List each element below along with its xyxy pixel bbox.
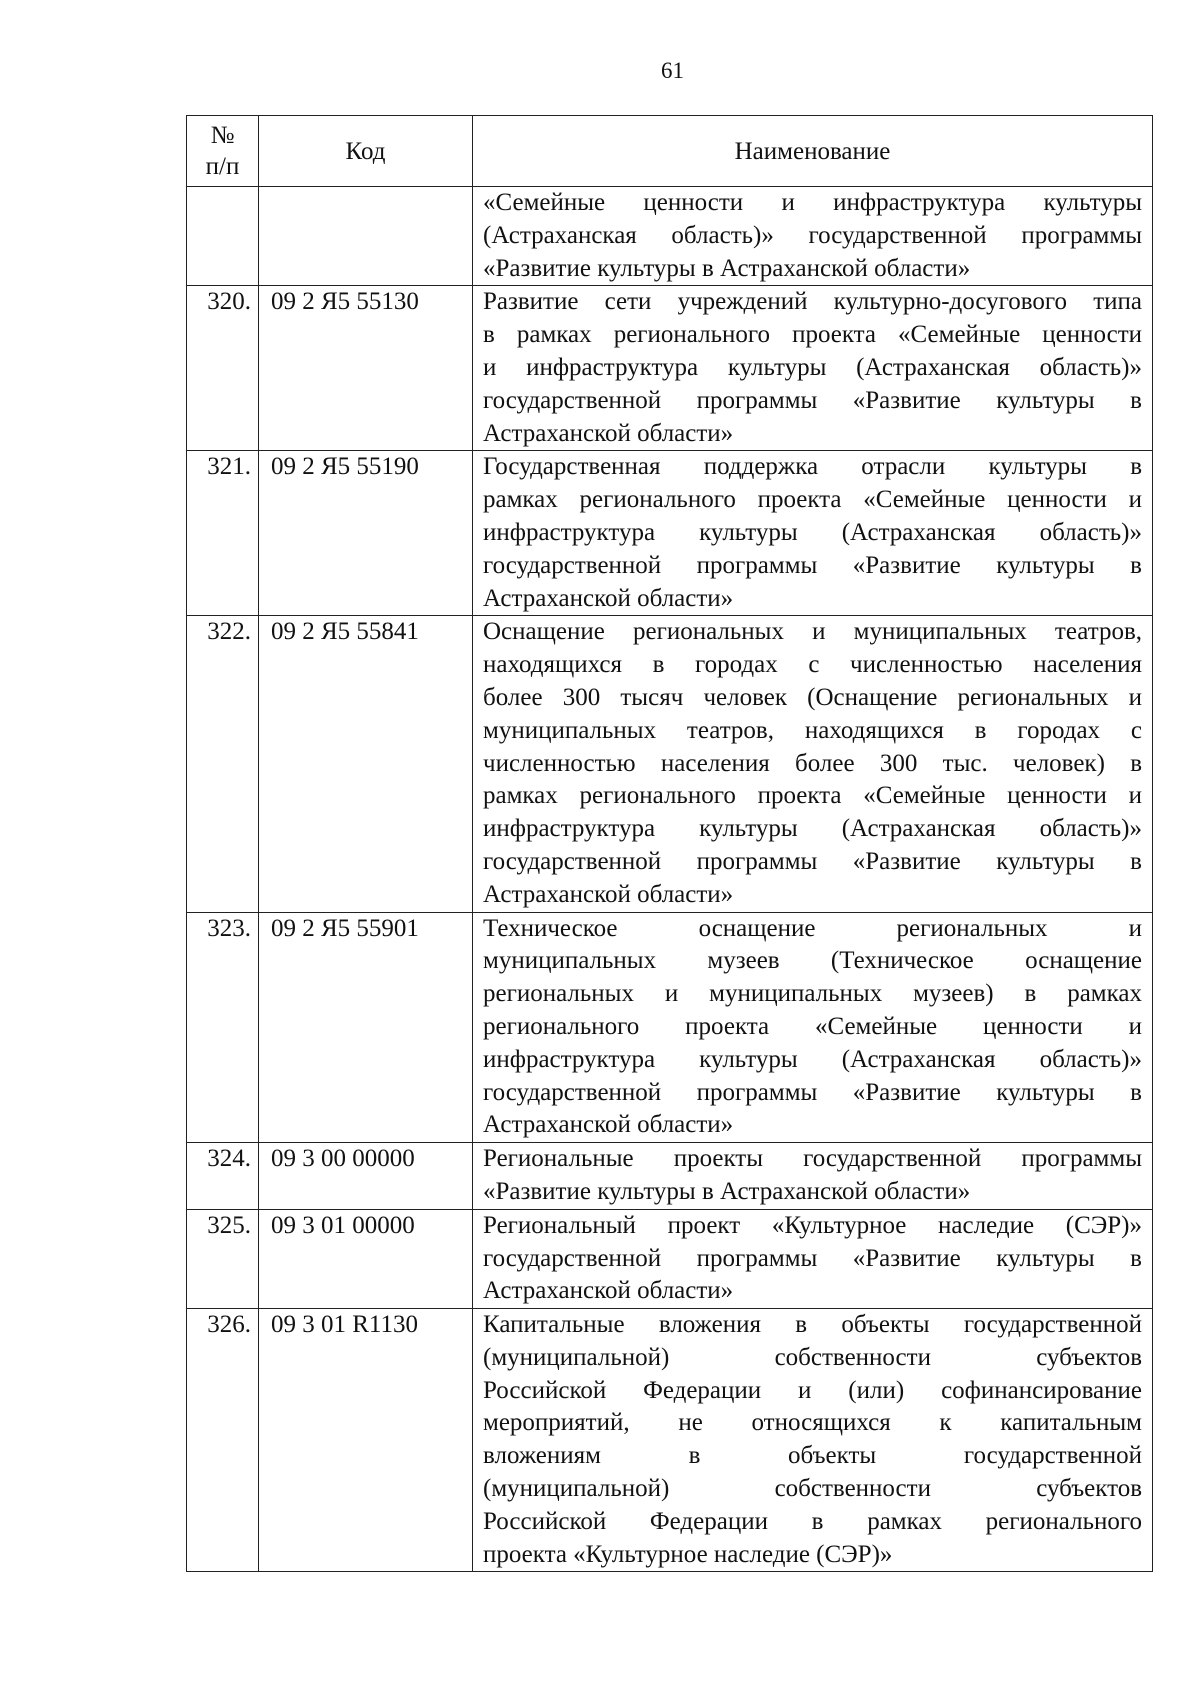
row-name-line: проекта «Культурное наследие (СЭР)» <box>483 1540 893 1568</box>
row-name <box>473 616 1153 912</box>
row-number: 320. <box>187 286 259 451</box>
row-code: 09 3 01 R1130 <box>259 1309 473 1572</box>
row-code: 09 2 Я5 55841 <box>259 616 473 912</box>
row-name-line: «Семейные ценности и инфраструктура культуры <box>483 189 1142 216</box>
table-row <box>187 286 1153 451</box>
row-name <box>473 912 1153 1143</box>
table-row <box>187 912 1153 1143</box>
table-row <box>187 1143 1153 1210</box>
row-name <box>473 1143 1153 1210</box>
row-name-line: Государственная поддержка отрасли культуры в <box>483 453 1142 481</box>
row-code: 09 2 Я5 55901 <box>259 912 473 1143</box>
table-row <box>187 1309 1153 1572</box>
row-name-line: региональных и муниципальных музеев) в рамках <box>483 980 1142 1008</box>
row-name-line: в рамках регионального проекта «Семейные ценности <box>483 321 1142 349</box>
row-name-line: регионального проекта «Семейные ценности и <box>483 1012 1142 1040</box>
row-name-line: мероприятий, не относящихся к капитальным <box>483 1409 1142 1437</box>
row-name-line: инфраструктура культуры (Астраханская область)» <box>483 815 1142 843</box>
table-row <box>187 451 1153 616</box>
row-number: 326. <box>187 1309 259 1572</box>
table-row <box>187 1209 1153 1308</box>
header-name-label: Наименование <box>734 137 891 165</box>
row-name-line: инфраструктура культуры (Астраханская область)» <box>483 518 1142 546</box>
row-number: 325. <box>187 1209 259 1308</box>
row-name-line: Астраханской области» <box>483 1277 734 1305</box>
row-name-line: Оснащение региональных и муниципальных театров, <box>483 618 1142 646</box>
row-name-line: государственной программы «Развитие культуры в <box>483 847 1142 875</box>
row-number: 322. <box>187 616 259 912</box>
table-row <box>187 616 1153 912</box>
row-name-line: Развитие сети учреждений культурно-досугового типа <box>483 288 1142 316</box>
row-name <box>473 1209 1153 1308</box>
header-num-label: № п/п <box>205 122 240 180</box>
row-name-line: рамках регионального проекта «Семейные ценности и <box>483 782 1142 810</box>
row-name <box>473 286 1153 451</box>
table-header-row <box>187 116 1153 187</box>
row-name <box>473 187 1153 286</box>
row-name-line: находящихся в городах с численностью населения <box>483 651 1142 679</box>
row-name-line: рамках регионального проекта «Семейные ценности и <box>483 486 1142 514</box>
row-name-line: государственной программы «Развитие культуры в <box>483 1244 1142 1272</box>
row-name-line: «Развитие культуры в Астраханской области» <box>483 1177 971 1205</box>
row-number: 321. <box>187 451 259 616</box>
row-name-line: (муниципальной) собственности субъектов <box>483 1475 1142 1503</box>
row-name-line: инфраструктура культуры (Астраханская область)» <box>483 1045 1142 1073</box>
header-num <box>187 116 259 187</box>
row-name-line: (Астраханская область)» государственной программы <box>483 221 1142 249</box>
row-name-line: Российской Федерации в рамках регионального <box>483 1507 1142 1535</box>
row-name <box>473 451 1153 616</box>
row-code: 09 3 00 00000 <box>259 1143 473 1210</box>
row-name-line: Российской Федерации и (или) софинансирование <box>483 1376 1142 1404</box>
row-number: 323. <box>187 912 259 1143</box>
table-body <box>187 187 1153 1572</box>
table-row <box>187 187 1153 286</box>
header-code-label: Код <box>345 137 386 165</box>
row-name-line: Региональные проекты государственной программы <box>483 1145 1142 1173</box>
row-code <box>259 187 473 286</box>
row-name-line: более 300 тысяч человек (Оснащение региональных и <box>483 683 1142 711</box>
row-code: 09 3 01 00000 <box>259 1209 473 1308</box>
row-name-line: Региональный проект «Культурное наследие (СЭР)» <box>483 1211 1142 1239</box>
row-name-line: государственной программы «Развитие культуры в <box>483 386 1142 414</box>
row-name-line: государственной программы «Развитие культуры в <box>483 551 1142 579</box>
budget-code-table <box>186 115 1153 1572</box>
row-name-line: численностью населения более 300 тыс. человек) в <box>483 749 1142 777</box>
row-name-line: (муниципальной) собственности субъектов <box>483 1343 1142 1371</box>
row-name-line: Астраханской области» <box>483 419 734 447</box>
header-name <box>473 116 1153 187</box>
row-name-line: вложениям в объекты государственной <box>483 1442 1142 1470</box>
row-code: 09 2 Я5 55130 <box>259 286 473 451</box>
row-code: 09 2 Я5 55190 <box>259 451 473 616</box>
row-name-line: и инфраструктура культуры (Астраханская область)» <box>483 353 1142 381</box>
row-name-line: Астраханской области» <box>483 1111 734 1139</box>
row-name-line: муниципальных театров, находящихся в городах с <box>483 716 1142 744</box>
row-name-line: муниципальных музеев (Техническое оснащение <box>483 947 1142 975</box>
row-name-line: Астраханской области» <box>483 584 734 612</box>
row-name-line: Капитальные вложения в объекты государственной <box>483 1311 1142 1339</box>
row-name-line: Техническое оснащение региональных и <box>483 914 1142 942</box>
row-name <box>473 1309 1153 1572</box>
row-number: 324. <box>187 1143 259 1210</box>
row-name-line: государственной программы «Развитие культуры в <box>483 1078 1142 1106</box>
row-name-line: «Развитие культуры в Астраханской области» <box>483 254 971 282</box>
row-number <box>187 187 259 286</box>
row-name-line: Астраханской области» <box>483 880 734 908</box>
page-number: 61 <box>661 58 684 83</box>
header-code <box>259 116 473 187</box>
